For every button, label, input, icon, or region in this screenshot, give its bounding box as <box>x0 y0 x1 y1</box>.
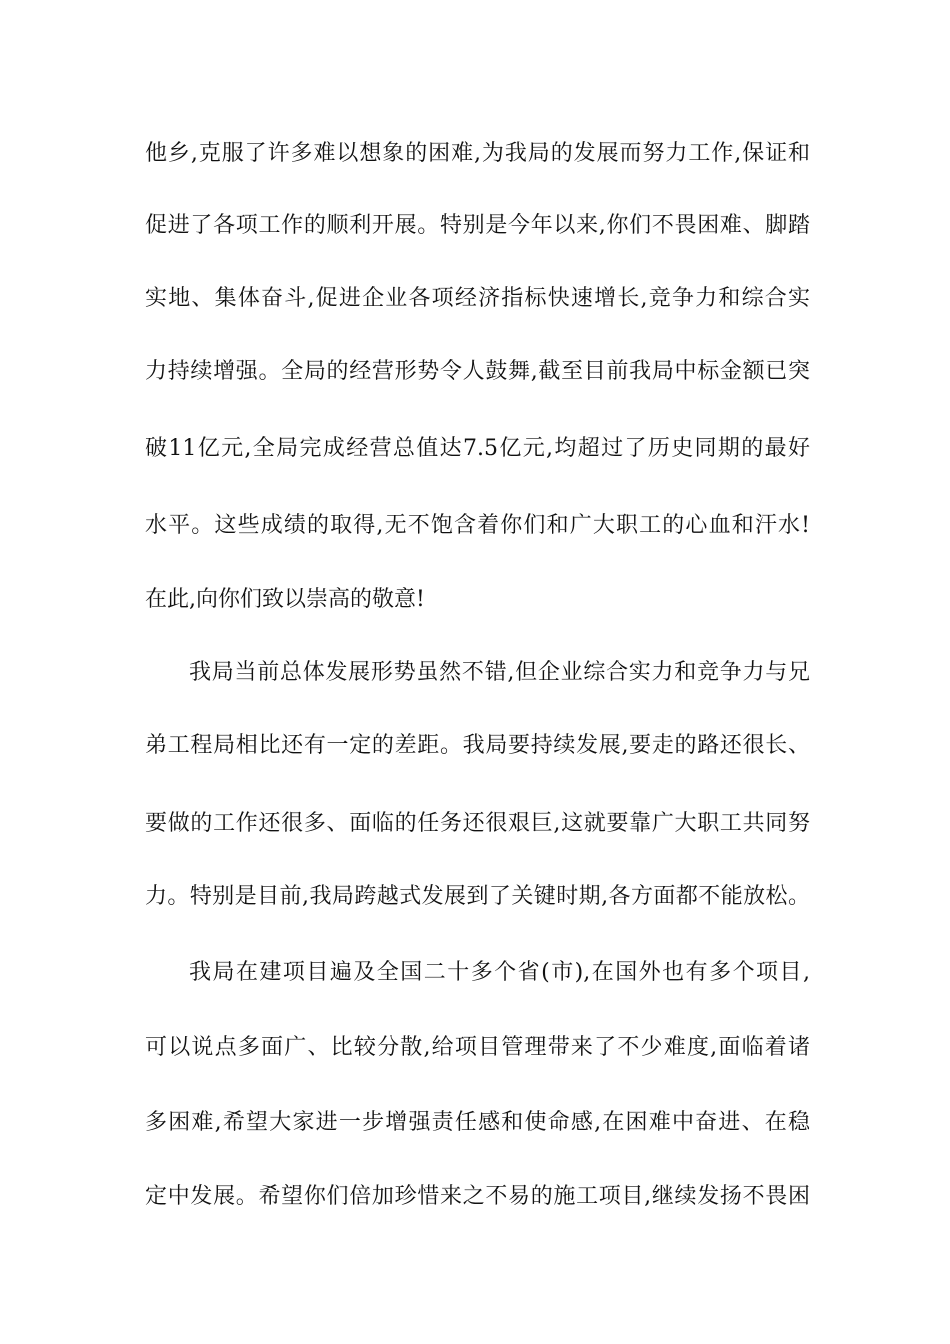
text-line: 他乡,克服了许多难以想象的困难,为我局的发展而努力工作,保证和 <box>145 141 810 166</box>
text-line: 要做的工作还很多、面临的任务还很艰巨,这就要靠广大职工共同努 <box>145 811 810 836</box>
text-line: 促进了各项工作的顺利开展。特别是今年以来,你们不畏困难、脚踏 <box>145 213 810 238</box>
text-line: 多困难,希望大家进一步增强责任感和使命感,在困难中奋进、在稳 <box>145 1110 810 1135</box>
text-line: 力持续增强。全局的经营形势令人鼓舞,截至目前我局中标金额已突 <box>145 359 810 384</box>
text-line: 我局在建项目遍及全国二十多个省(市),在国外也有多个项目, <box>189 960 810 985</box>
text-line: 定中发展。希望你们倍加珍惜来之不易的施工项目,继续发扬不畏困 <box>145 1184 810 1209</box>
text-line: 在此,向你们致以崇高的敬意! <box>145 587 425 612</box>
text-line: 弟工程局相比还有一定的差距。我局要持续发展,要走的路还很长、 <box>145 733 810 758</box>
text-line: 可以说点多面广、比较分散,给项目管理带来了不少难度,面临着诸 <box>145 1035 810 1060</box>
text-line: 实地、集体奋斗,促进企业各项经济指标快速增长,竞争力和综合实 <box>145 286 810 311</box>
text-line: 水平。这些成绩的取得,无不饱含着你们和广大职工的心血和汗水! <box>145 513 810 538</box>
text-line: 破11亿元,全局完成经营总值达7.5亿元,均超过了历史同期的最好 <box>145 436 810 461</box>
text-line: 力。特别是目前,我局跨越式发展到了关键时期,各方面都不能放松。 <box>145 884 810 909</box>
text-line: 我局当前总体发展形势虽然不错,但企业综合实力和竞争力与兄 <box>189 660 810 685</box>
